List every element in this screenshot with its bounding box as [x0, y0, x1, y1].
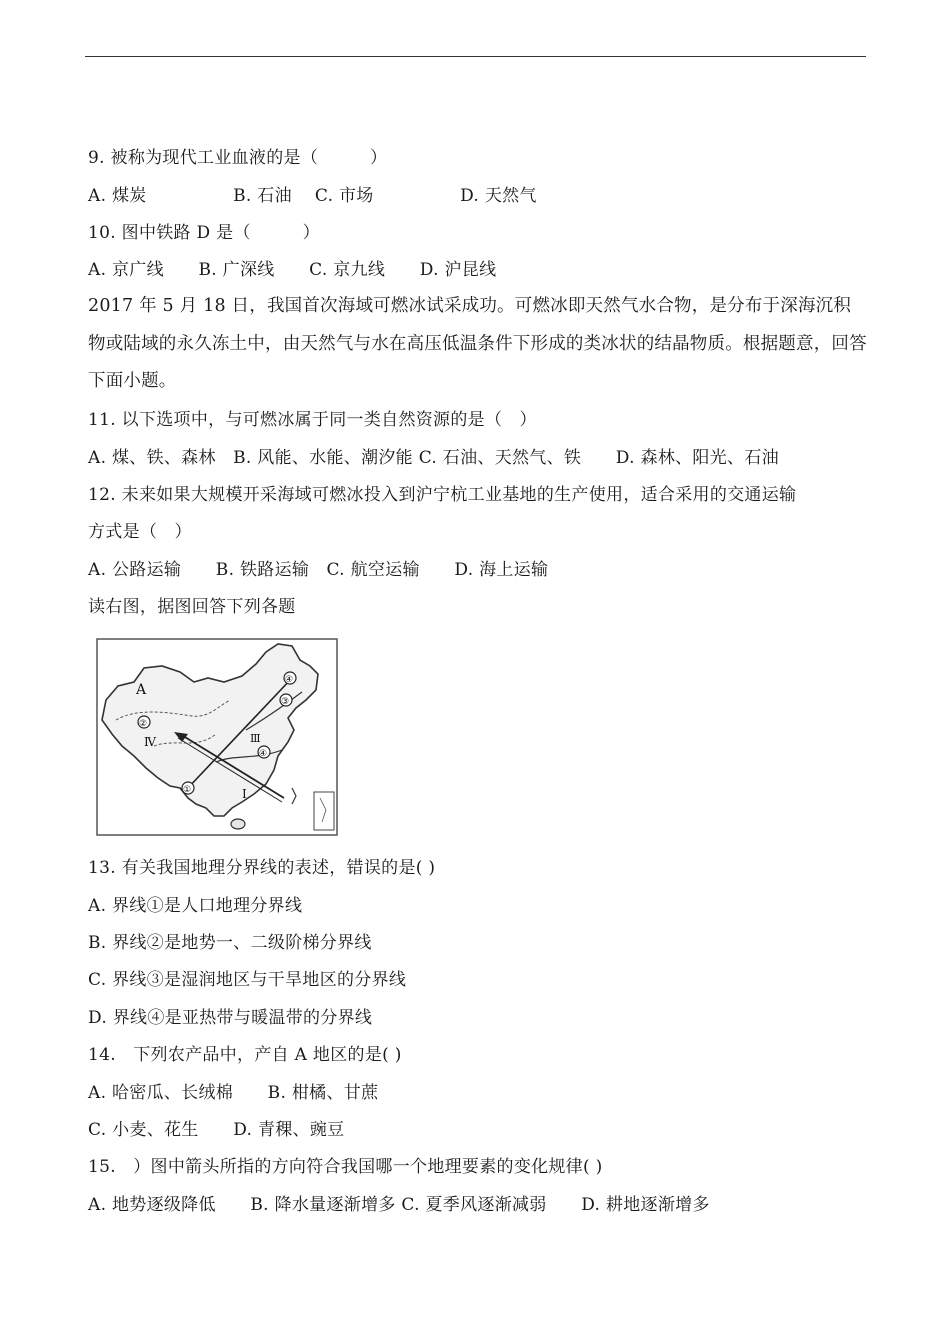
- map-circle-label-4b: ④: [259, 749, 268, 759]
- q9-stem: 9. 被称为现代工业血液的是（ ）: [88, 148, 388, 168]
- map-circle-label-2: ②: [139, 719, 148, 729]
- passage-text: 2017 年 5 月 18 日，我国首次海域可燃冰试采成功。可燃冰即天然气水合物，是分布于深海沉积物或陆域的永久冻土中，由天然气与水在高压低温条件下形成的类冰状的结晶物质。根据题意，回答下面小题。: [88, 296, 867, 391]
- q12-options: A. 公路运输 B. 铁路运输 C. 航空运输 D. 海上运输: [88, 560, 549, 580]
- q14-stem: 14. 下列农产品中，产自 A 地区的是( ): [88, 1045, 402, 1065]
- q15-stem: 15. ）图中箭头所指的方向符合我国哪一个地理要素的变化规律( ): [88, 1157, 603, 1177]
- q13-option-d: D. 界线④是亚热带与暖温带的分界线: [88, 1008, 373, 1028]
- map-intro: 读右图，据图回答下列各题: [88, 597, 296, 617]
- map-label-III: Ⅲ: [250, 732, 261, 745]
- q10-options: A. 京广线 B. 广深线 C. 京九线 D. 沪昆线: [88, 260, 497, 280]
- q13-stem: 13. 有关我国地理分界线的表述，错误的是( ): [88, 858, 436, 878]
- q14-options-cd: C. 小麦、花生 D. 青稞、豌豆: [88, 1120, 345, 1140]
- q9-options: A. 煤炭 B. 石油 C. 市场 D. 天然气: [88, 186, 537, 206]
- map-label-IV: Ⅳ: [144, 735, 156, 749]
- q12-stem-line2: 方式是（ ）: [88, 522, 192, 542]
- china-map-figure: [96, 638, 338, 836]
- header-rule: [85, 56, 866, 57]
- map-circle-label-4a: ④: [285, 675, 294, 685]
- q11-stem: 11. 以下选项中，与可燃冰属于同一类自然资源的是（ ）: [88, 410, 537, 430]
- hainan-island: [231, 819, 245, 829]
- q13-option-c: C. 界线③是湿润地区与干旱地区的分界线: [88, 970, 407, 990]
- q14-options-ab: A. 哈密瓜、长绒棉 B. 柑橘、甘蔗: [88, 1083, 379, 1103]
- q15-options: A. 地势逐级降低 B. 降水量逐渐增多 C. 夏季风逐渐减弱 D. 耕地逐渐增多: [88, 1195, 710, 1215]
- map-label-I: Ⅰ: [242, 787, 247, 801]
- map-circle-label-1: ①: [183, 785, 192, 795]
- q12-stem-line1: 12. 未来如果大规模开采海域可燃冰投入到沪宁杭工业基地的生产使用，适合采用的交通运输: [88, 485, 797, 505]
- map-label-A: A: [136, 682, 147, 698]
- q10-stem: 10. 图中铁路 D 是（ ）: [88, 223, 320, 243]
- map-circle-label-3: ③: [281, 697, 290, 707]
- q11-options: A. 煤、铁、森林 B. 风能、水能、潮汐能 C. 石油、天然气、铁 D. 森林、阳光、石油: [88, 448, 779, 468]
- q13-option-b: B. 界线②是地势一、二级阶梯分界线: [88, 933, 372, 953]
- south-sea-inset: [314, 792, 334, 830]
- q13-option-a: A. 界线①是人口地理分界线: [88, 896, 303, 916]
